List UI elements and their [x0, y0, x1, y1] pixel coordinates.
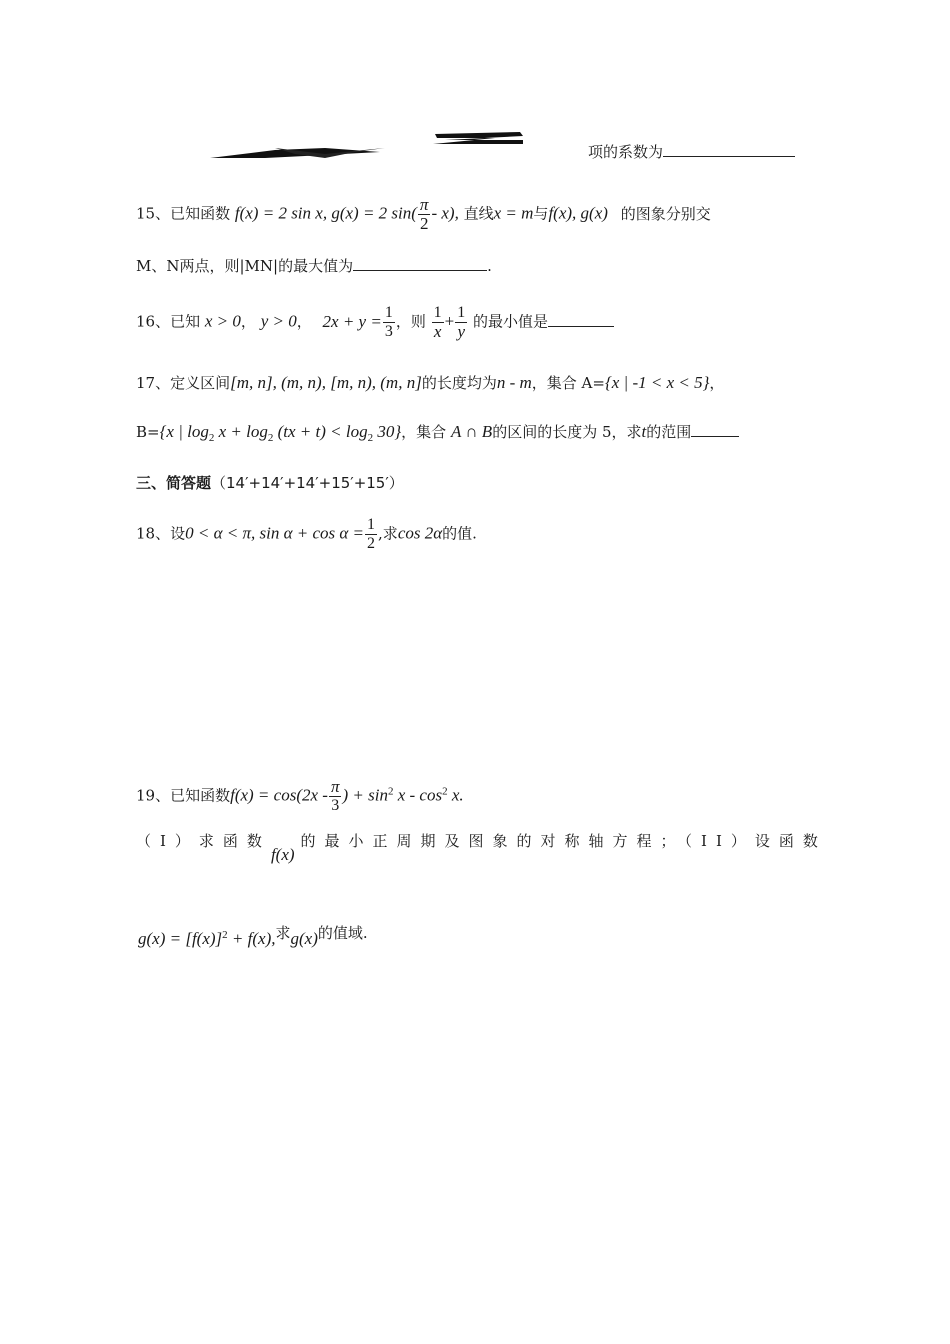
- question-16: 16、已知 x > 0， y > 0， 2x + y = $\frac{1}{3}$ ，则 $\frac{1}{x}$ + $\frac{1}{y}$ 的最小值是: [136, 304, 614, 341]
- distorted-formula-image: [205, 128, 535, 164]
- q14-tail: 项的系数为: [588, 140, 795, 163]
- q19-pi-over-3: $\frac{\pi}{3}$: [330, 777, 340, 814]
- question-19-part-2: $g(x) = [f(x)]^2 + f(x)$,求g(x)的值域.: [138, 924, 368, 948]
- question-19-part-1: （Ⅰ）求函数f(x)的最小正周期及图象的对称轴方程；（II）设函数: [136, 832, 827, 864]
- q16-one-third: $\frac{1}{3}$: [384, 304, 393, 340]
- q15-fraction: $\frac{\pi}{2}$: [419, 195, 429, 233]
- question-19: 19、已知函数f(x) = cos(2x - $\frac{\pi}{3}$ ) + $\sin^2 x - \cos^2 x$.: [136, 777, 464, 814]
- q16-answer-blank[interactable]: [548, 310, 614, 327]
- q16-one-over-x: $\frac{1}{x}$: [433, 304, 442, 341]
- q14-answer-blank[interactable]: [663, 140, 795, 157]
- q16-one-over-y: $\frac{1}{y}$: [457, 304, 466, 341]
- q18-one-half: $\frac{1}{2}$: [367, 516, 376, 552]
- q15-answer-blank[interactable]: [353, 254, 487, 271]
- q17-answer-blank[interactable]: [691, 420, 739, 437]
- question-18: 18、设0 < α < π, sin α + cos α = $\frac{1}{2}$ ,求cos 2α的值.: [136, 516, 477, 552]
- question-15-line-2: M、N两点，则|MN|的最大值为 .: [136, 254, 492, 277]
- question-15: 15、已知函数 f(x) = 2 sin x, g(x) = 2 sin( $\frac{\pi}{2}$ - x), 直线x = m与f(x), g(x) 的图象分别交: [136, 195, 711, 233]
- q15-function: f(x) = 2 sin x, g(x) = 2 sin(: [234, 203, 417, 223]
- q15-prefix: 15、已知函数: [136, 204, 231, 223]
- question-17: 17、定义区间[m, n], (m, n), [m, n), (m, n]的长度均为n - m，集合 A={x | -1 < x < 5}，: [136, 373, 725, 392]
- section-3-heading: 三、简答题（14′+14′+14′+15′+15′）: [136, 474, 404, 492]
- question-17-line-2: B={x | $\log_2 x + \log_2 (tx + t) < \log_2 30$}，集合 A ∩ B的区间的长度为 5，求t的范围: [136, 420, 739, 449]
